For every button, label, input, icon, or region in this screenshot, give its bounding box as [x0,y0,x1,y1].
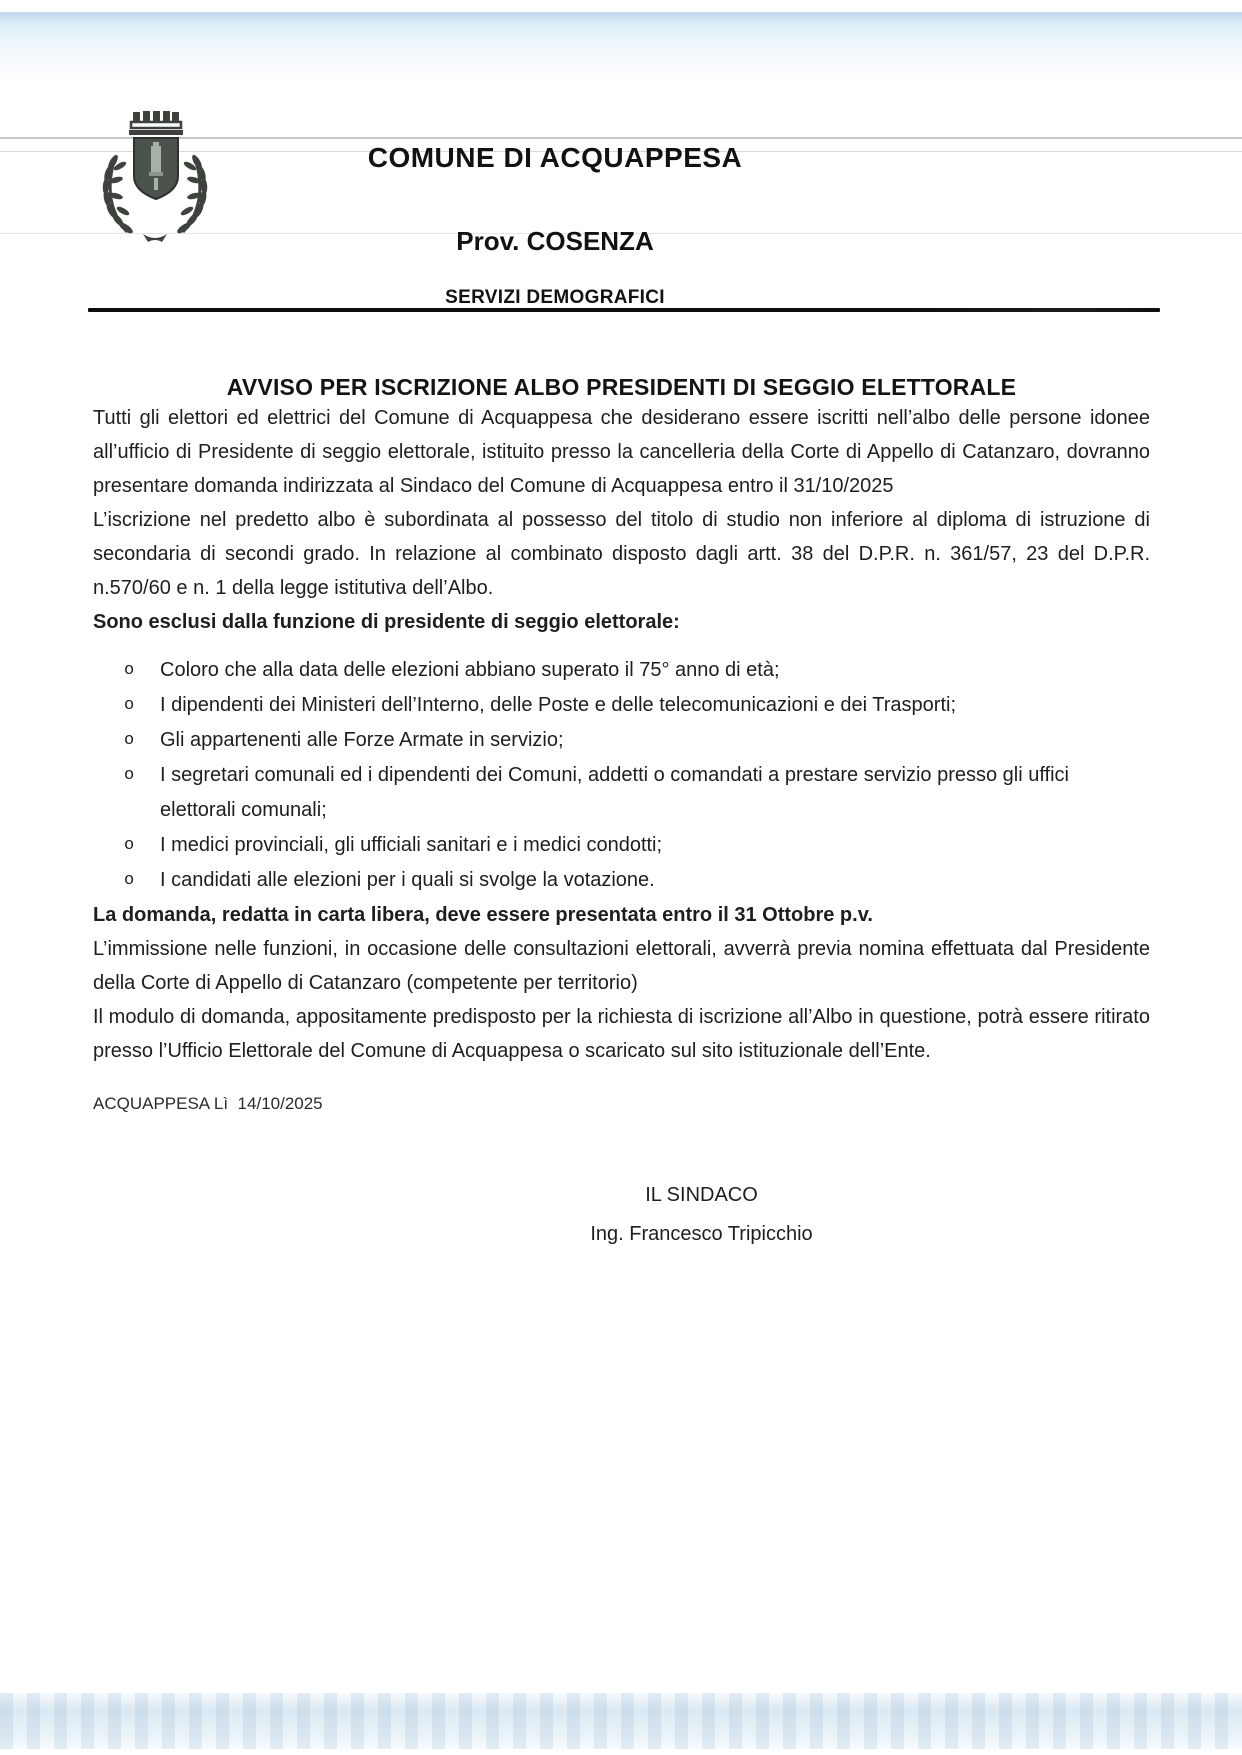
document-body [93,312,1150,1246]
bullet-marker: o [124,766,135,785]
scan-artifact-bottom-band [0,1693,1242,1749]
paragraph-intro: Tutti gli elettori ed elettrici del Comune di Acquappesa che desiderano essere iscritti nell’albo delle persone idonee all’ufficio di Presidente di seggio elettorale, istituito presso la cancelleria della Corte di Appello di Catanzaro, dovranno presentare domanda indirizzata al Sindaco del Comune di Acquappesa entro il 31/10/2025 [93,407,1150,497]
list-item-text: I segretari comunali ed i dipendenti dei Comuni, addetti o comandati a prestare servizio presso gli uffici elettorali comunali; [160,764,1070,821]
list-item [93,688,1150,723]
list-item [93,653,1150,688]
bullet-marker: o [124,871,135,890]
list-item [93,828,1150,863]
signature-block [173,1184,1230,1246]
exclusions-list [93,653,1150,898]
signature-role: IL SINDACO [645,1184,758,1206]
deadline-notice: La domanda, redatta in carta libera, deve essere presentata entro il 31 Ottobre p.v. [93,904,873,926]
list-item-text: I candidati alle elezioni per i quali si svolge la votazione. [160,869,655,891]
list-item [93,723,1150,758]
bullet-marker: o [124,836,135,855]
list-item [93,758,1150,828]
list-item-text: I dipendenti dei Ministeri dell’Interno, delle Poste e delle telecomunicazioni e dei Trasporti; [160,694,957,716]
scan-artifact-top-band [0,12,1242,80]
paragraph-requisiti: L’iscrizione nel predetto albo è subordinata al possesso del titolo di studio non inferiore al diploma di istruzione di secondaria di secondi grado. In relazione al combinato disposto dagli artt. 38 del D.P.R. n. 361/57, 23 del D.P.R. n.570/60 e n. 1 della legge istitutiva dell’Albo. [93,509,1150,599]
province-name: Prov. COSENZA [456,226,654,256]
municipality-name: COMUNE DI ACQUAPPESA [367,142,743,173]
list-item-text: Coloro che alla data delle elezioni abbiano superato il 75° anno di età; [160,659,780,681]
office-name: SERVIZI DEMOGRAFICI [445,287,665,308]
paragraph-nomina: L’immissione nelle funzioni, in occasione delle consultazioni elettorali, avverrà previa nomina effettuata dal Presidente della Corte di Appello di Catanzaro (competente per territorio) [93,938,1150,994]
place-and-date: ACQUAPPESA Lì 14/10/2025 [93,1094,323,1113]
notice-title: AVVISO PER ISCRIZIONE ALBO PRESIDENTI DI SEGGIO ELETTORALE [226,374,1017,400]
bullet-marker: o [124,731,135,750]
letterhead [0,142,1110,309]
bullet-marker: o [124,696,135,715]
list-item-text: Gli appartenenti alle Forze Armate in servizio; [160,729,564,751]
signature-name: Ing. Francesco Tripicchio [590,1223,813,1245]
exclusions-heading: Sono esclusi dalla funzione di presidente di seggio elettorale: [93,611,680,633]
list-item [93,863,1150,898]
paragraph-modulo: Il modulo di domanda, appositamente predisposto per la richiesta di iscrizione all’Albo in questione, potrà essere ritirato presso l’Ufficio Elettorale del Comune di Acquappesa o scaricato sul sito istituzionale dell’Ente. [93,1006,1150,1062]
bullet-marker: o [124,661,135,680]
list-item-text: I medici provinciali, gli ufficiali sanitari e i medici condotti; [160,834,663,856]
